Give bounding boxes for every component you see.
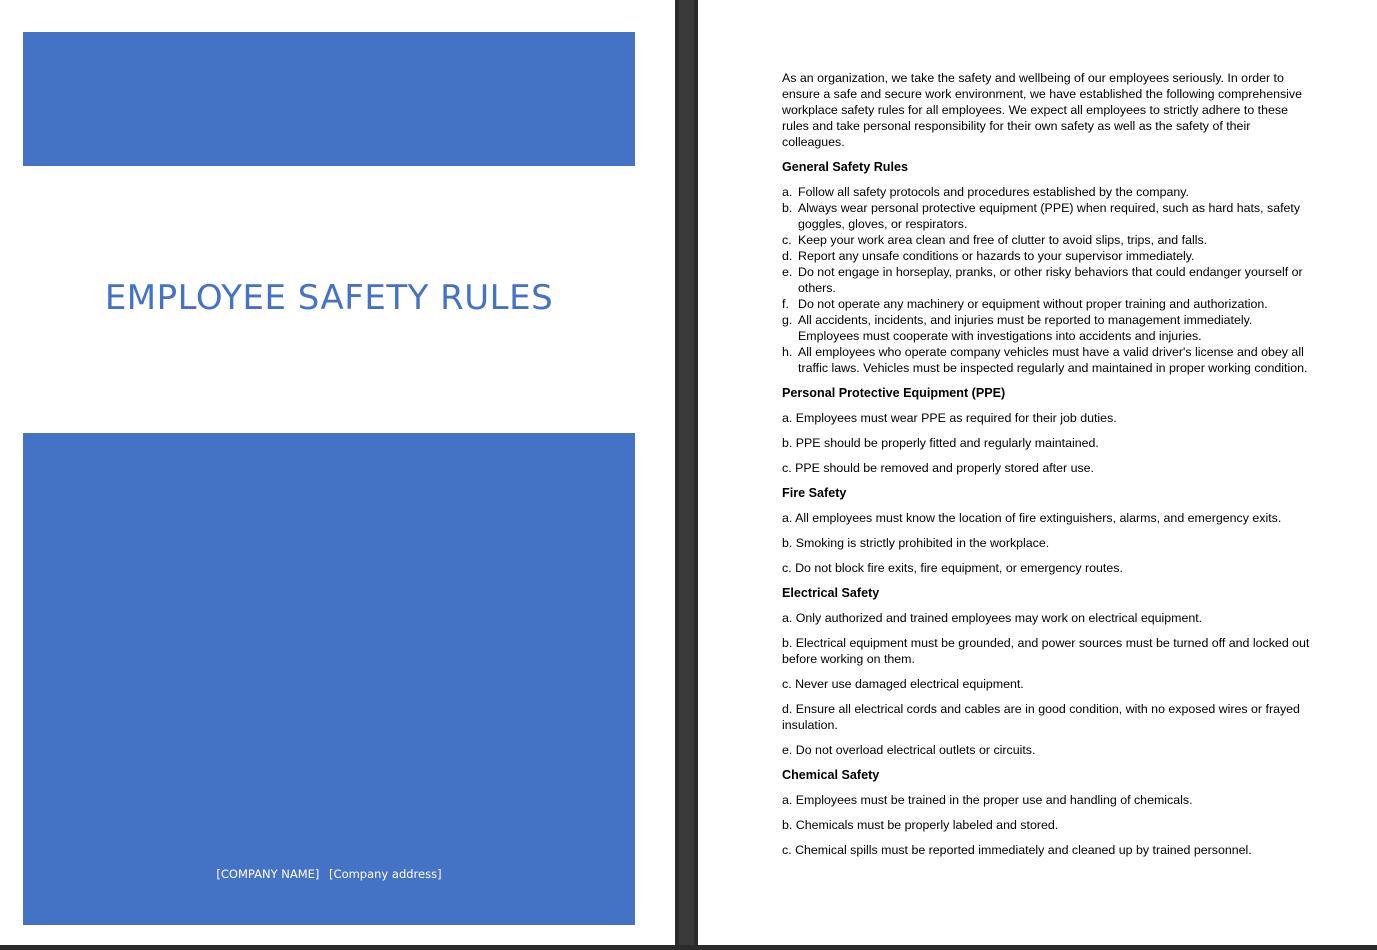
- ppe-item: a. Employees must wear PPE as required for their job duties.: [782, 411, 1117, 425]
- chemical-item: b. Chemicals must be properly labeled and stored.: [782, 818, 1059, 832]
- list-item: g. All accidents, incidents, and injuries must be reported to management immediately. Employees must cooperate with investigations into accidents and injuries.: [782, 313, 1253, 343]
- electrical-item: c. Never use damaged electrical equipment.: [782, 677, 1024, 691]
- list-item: d. Report any unsafe conditions or hazards to your supervisor immediately.: [782, 249, 1195, 263]
- electrical-safety-heading: Electrical Safety: [782, 586, 880, 600]
- list-item: h. All employees who operate company vehicles must have a valid driver's license and obey all traffic laws. Vehicles must be inspected regularly and maintained in proper working condition.: [782, 345, 1308, 375]
- list-item: f. Do not operate any machinery or equipment without proper training and authorization.: [782, 297, 1268, 311]
- electrical-item: a. Only authorized and trained employees may work on electrical equipment.: [782, 611, 1203, 625]
- ppe-heading: Personal Protective Equipment (PPE): [782, 386, 1006, 400]
- cover-top-color-block: [23, 32, 635, 166]
- electrical-item: d. Ensure all electrical cords and cables are in good condition, with no exposed wires or frayed insulation.: [782, 702, 1300, 732]
- list-item: a. Follow all safety protocols and procedures established by the company.: [782, 185, 1189, 199]
- bottom-scroll-edge: [0, 945, 1377, 950]
- intro-paragraph: As an organization, we take the safety and wellbeing of our employees seriously. In order to ensure a safe and secure work environment, we have established the following comprehensive workplace safety rules for all employees. We expect all employees to strictly adhere to these rules and take personal responsibility for their own safety as well as the safety of their colleagues.: [782, 71, 1303, 149]
- list-item: b. Always wear personal protective equipment (PPE) when required, such as hard hats, safety goggles, gloves, or respirators.: [782, 201, 1301, 231]
- content-page: [698, 0, 1377, 945]
- list-item: e. Do not engage in horseplay, pranks, or other risky behaviors that could endanger yourself or others.: [782, 265, 1303, 295]
- list-item: c. Keep your work area clean and free of clutter to avoid slips, trips, and falls.: [782, 233, 1208, 247]
- ppe-item: b. PPE should be properly fitted and regularly maintained.: [782, 436, 1099, 450]
- chemical-item: a. Employees must be trained in the proper use and handling of chemicals.: [782, 793, 1193, 807]
- cover-footer: [23, 867, 635, 881]
- company-address: [Company address]: [329, 867, 442, 881]
- electrical-item: e. Do not overload electrical outlets or circuits.: [782, 743, 1036, 757]
- general-safety-list: [782, 184, 1310, 376]
- document-body: [782, 70, 1310, 867]
- company-name: [COMPANY NAME]: [216, 867, 320, 881]
- electrical-item: b. Electrical equipment must be grounded, and power sources must be turned off and locked out before working on them.: [782, 636, 1310, 666]
- ppe-item: c. PPE should be removed and properly stored after use.: [782, 461, 1095, 475]
- general-safety-heading: General Safety Rules: [782, 160, 908, 174]
- cover-title: EMPLOYEE SAFETY RULES: [104, 278, 554, 318]
- page-gutter-inner: [679, 0, 694, 950]
- chemical-safety-heading: Chemical Safety: [782, 768, 880, 782]
- chemical-item: c. Chemical spills must be reported immediately and cleaned up by trained personnel.: [782, 843, 1252, 857]
- cover-page: [0, 0, 675, 945]
- fire-item: a. All employees must know the location of fire extinguishers, alarms, and emergency exits.: [782, 511, 1282, 525]
- cover-bottom-color-block: [23, 433, 635, 925]
- fire-item: c. Do not block fire exits, fire equipment, or emergency routes.: [782, 561, 1123, 575]
- fire-safety-heading: Fire Safety: [782, 486, 847, 500]
- fire-item: b. Smoking is strictly prohibited in the workplace.: [782, 536, 1050, 550]
